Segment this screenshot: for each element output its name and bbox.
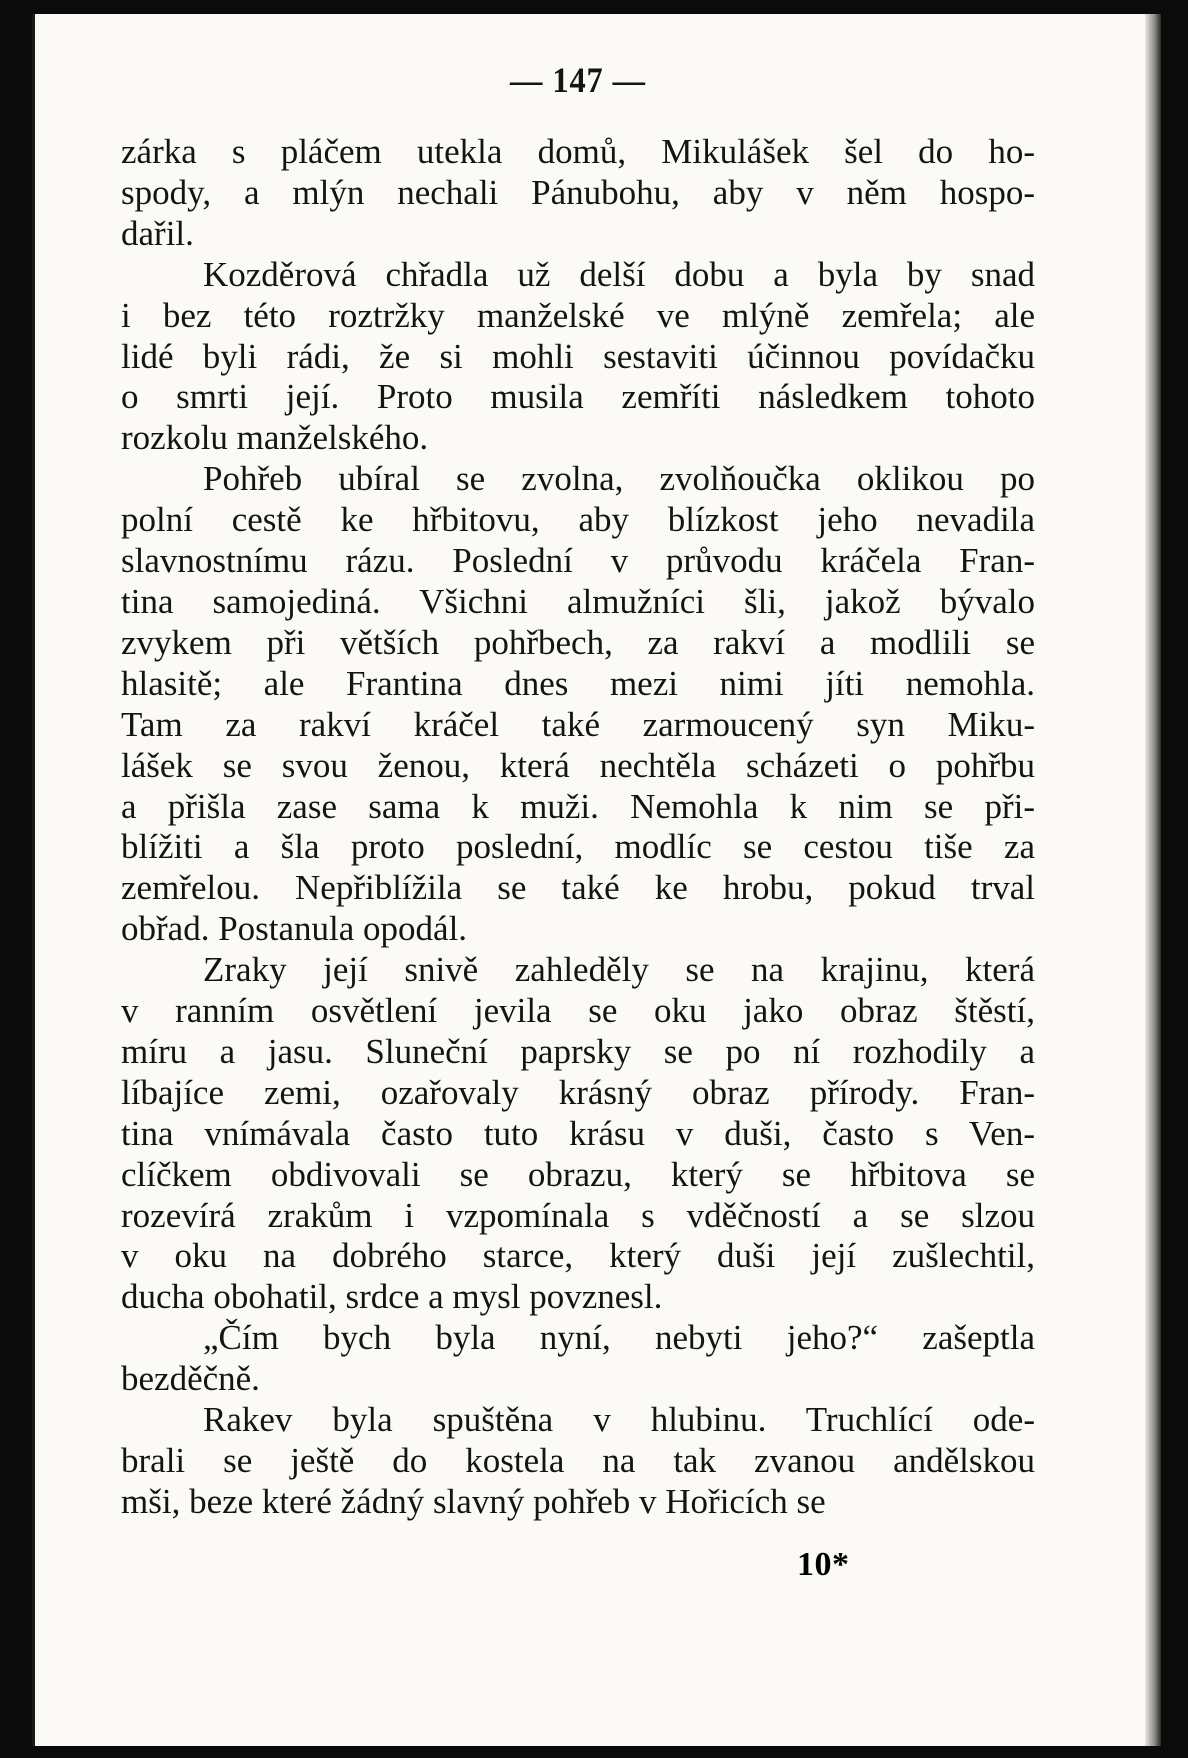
text-line: obřad. Postanula opodál. <box>121 909 468 949</box>
text-line: Rakev byla spuštěna v hlubinu. Truchlící ode- <box>203 1400 1035 1440</box>
text-line: brali se ještě do kostela na tak zvanou andělskou <box>121 1441 1035 1480</box>
text-line: lášek se svou ženou, která nechtěla scházeti o pohřbu <box>121 745 1035 785</box>
text-line: i bez této roztržky manželské ve mlýně zemřela; ale <box>121 295 1035 335</box>
text-line: polní cestě ke hřbitovu, aby blízkost jeho nevadila <box>121 500 1035 540</box>
text-line: míru a jasu. Sluneční paprsky se po ní rozhodily a <box>121 1031 1035 1071</box>
text-line: Pohřeb ubíral se zvolna, zvolňoučka oklikou po <box>203 459 1035 499</box>
text-line: ducha obohatil, srdce a mysl povznesl. <box>121 1277 663 1317</box>
body-text <box>121 132 1035 1523</box>
text-line: bezděčně. <box>121 1359 260 1399</box>
paragraph <box>121 459 1035 950</box>
text-line: dařil. <box>121 213 194 253</box>
text-line: hlasitě; ale Frantina dnes mezi nimi jíti nemohla. <box>121 663 1035 703</box>
text-line: mši, beze které žádný slavný pohřeb v Hořicích se <box>121 1481 826 1521</box>
paragraph <box>121 1318 1035 1400</box>
text-line: v ranním osvětlení jevila se oku jako obraz štěstí, <box>121 991 1035 1031</box>
page-spine-shadow <box>1145 14 1161 1746</box>
book-page <box>32 14 1161 1746</box>
text-line: a přišla zase sama k muži. Nemohla k nim se při- <box>121 786 1035 826</box>
signature-mark: 10* <box>797 1546 850 1583</box>
text-line: lidé byli rádi, že si mohli sestaviti účinnou povídačku <box>121 336 1035 376</box>
text-line: Zraky její snivě zahleděly se na krajinu, která <box>203 950 1035 990</box>
text-line: rozkolu manželského. <box>121 418 429 458</box>
text-line: tina samojediná. Všichni almužníci šli, jakož bývalo <box>121 581 1035 621</box>
text-line: Kozděrová chřadla už delší dobu a byla by snad <box>203 254 1035 294</box>
text-line: zárka s pláčem utekla domů, Mikulášek šel do ho- <box>121 132 1035 171</box>
text-line: tina vnímávala často tuto krásu v duši, často s Ven- <box>121 1113 1035 1153</box>
text-line: líbajíce zemi, ozařovaly krásný obraz přírody. Fran- <box>121 1072 1035 1112</box>
text-block <box>121 52 1035 1523</box>
paragraph <box>121 255 1035 460</box>
text-line: clíčkem obdivovali se obrazu, který se hřbitova se <box>121 1154 1035 1194</box>
text-line: rozevírá zrakům i vzpomínala s vděčností a se slzou <box>121 1195 1035 1235</box>
paragraph <box>121 1400 1035 1523</box>
text-line: slavnostnímu rázu. Poslední v průvodu kráčela Fran- <box>121 541 1035 581</box>
text-line: spody, a mlýn nechali Pánubohu, aby v něm hospo- <box>121 172 1035 212</box>
text-line: zemřelou. Nepřiblížila se také ke hrobu, pokud trval <box>121 868 1035 908</box>
text-line: zvykem při větších pohřbech, za rakví a modlili se <box>121 622 1035 662</box>
text-line: o smrti její. Proto musila zemříti následkem tohoto <box>121 377 1035 417</box>
text-line: blížiti a šla proto poslední, modlíc se cestou tiše za <box>121 827 1035 867</box>
text-line: Tam za rakví kráčel také zarmoucený syn Miku- <box>121 704 1035 744</box>
paragraph <box>121 950 1035 1318</box>
page-number: — 147 — <box>510 60 646 100</box>
paragraph <box>121 132 1035 255</box>
text-line: „Čím bych byla nyní, nebyti jeho?“ zašeptla <box>203 1318 1035 1358</box>
text-line: v oku na dobrého starce, který duši její zušlechtil, <box>121 1236 1035 1276</box>
